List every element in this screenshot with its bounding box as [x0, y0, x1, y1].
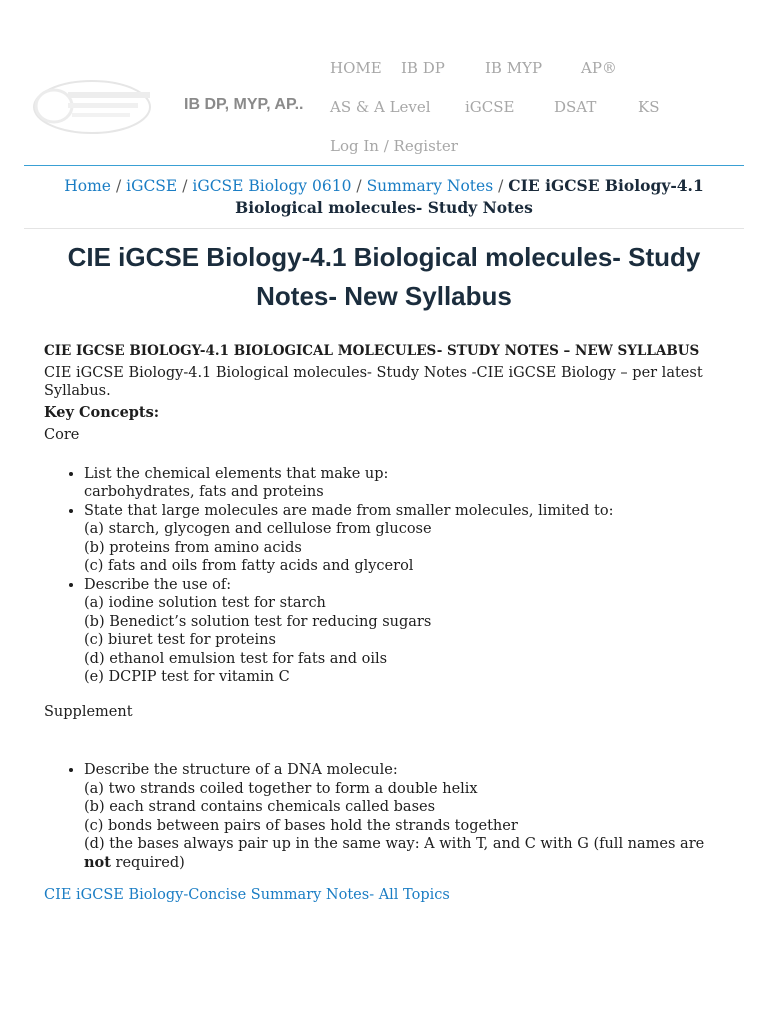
nav-as-a-level[interactable]: AS & A Level: [330, 98, 431, 116]
list-line: (b) proteins from amino acids: [84, 539, 302, 556]
list-line: (d) ethanol emulsion test for fats and oils: [84, 650, 388, 667]
article-intro: CIE iGCSE Biology-4.1 Biological molecules- Study Notes -CIE iGCSE Biology – per latest Syllabus.: [44, 364, 703, 399]
breadcrumb-igcse-biology[interactable]: iGCSE Biology 0610: [192, 177, 352, 195]
list-line: List the chemical elements that make up:: [84, 465, 389, 482]
list-line: (a) iodine solution test for starch: [84, 595, 326, 611]
list-line: (e) DCPIP test for vitamin C: [84, 669, 290, 685]
list-item: [84, 576, 734, 687]
supplement-label: Supplement: [44, 703, 133, 720]
article-content: [44, 342, 734, 905]
key-concepts-heading: Key Concepts:: [44, 403, 160, 421]
breadcrumb-summary-notes[interactable]: Summary Notes: [366, 177, 494, 195]
nav-ap[interactable]: AP®: [581, 59, 617, 77]
breadcrumb-separator: /: [498, 177, 504, 195]
list-line: Describe the use of:: [84, 576, 232, 593]
list-line: (c) bonds between pairs of bases hold the strands together: [84, 817, 518, 834]
list-line: required): [115, 854, 185, 871]
nav-ks[interactable]: KS: [638, 98, 660, 116]
list-line: (b) Benedict’s solution test for reducing sugars: [84, 613, 432, 630]
header-divider: [24, 165, 744, 166]
supplement-list: [44, 761, 734, 872]
breadcrumb-divider: [24, 228, 744, 229]
list-item: [84, 761, 734, 872]
site-header: [0, 0, 768, 166]
footer-link-wrap: [44, 886, 734, 905]
list-line: (a) starch, glycogen and cellulose from glucose: [84, 521, 432, 537]
list-item: [84, 502, 734, 576]
breadcrumb-separator: /: [356, 177, 362, 195]
breadcrumb-igcse[interactable]: iGCSE: [126, 177, 178, 195]
nav-dsat[interactable]: DSAT: [554, 98, 597, 116]
list-item: [84, 465, 734, 502]
nav-home[interactable]: HOME: [330, 59, 382, 77]
breadcrumb-separator: /: [115, 177, 122, 195]
breadcrumb: [26, 175, 742, 219]
list-line: (b) each strand contains chemicals called bases: [84, 799, 436, 815]
page-title: CIE iGCSE Biology-4.1 Biological molecules- Study Notes- New Syllabus: [67, 242, 701, 311]
core-label: Core: [44, 427, 80, 443]
breadcrumb-separator: /: [182, 177, 188, 195]
core-list: [44, 465, 734, 687]
nav-ib-myp[interactable]: IB MYP: [485, 59, 543, 77]
list-line: carbohydrates, fats and proteins: [84, 484, 324, 500]
site-name[interactable]: IB DP, MYP, AP..: [184, 96, 304, 113]
site-logo[interactable]: [32, 78, 156, 136]
list-line: (d) the bases always pair up in the same way: A with T, and C with G (full names are: [84, 836, 705, 852]
list-line: (c) biuret test for proteins: [84, 632, 276, 648]
list-line: State that large molecules are made from smaller molecules, limited to:: [84, 502, 614, 519]
breadcrumb-current: CIE iGCSE Biology-4.1 Biological molecules- Study Notes: [235, 176, 704, 217]
list-line: (a) two strands coiled together to form a double helix: [84, 780, 478, 797]
list-line: Describe the structure of a DNA molecule:: [84, 762, 398, 778]
all-topics-link[interactable]: CIE iGCSE Biology-Concise Summary Notes- All Topics: [44, 887, 450, 903]
nav-ib-dp[interactable]: IB DP: [401, 59, 445, 77]
nav-igcse[interactable]: iGCSE: [465, 98, 515, 116]
article-heading: CIE IGCSE BIOLOGY-4.1 BIOLOGICAL MOLECULES- STUDY NOTES – NEW SYLLABUS: [44, 343, 700, 359]
emphasis-not: not: [84, 853, 111, 871]
breadcrumb-home[interactable]: Home: [64, 177, 111, 195]
nav-login-register[interactable]: Log In / Register: [330, 137, 458, 155]
list-line: (c) fats and oils from fatty acids and glycerol: [84, 558, 414, 574]
